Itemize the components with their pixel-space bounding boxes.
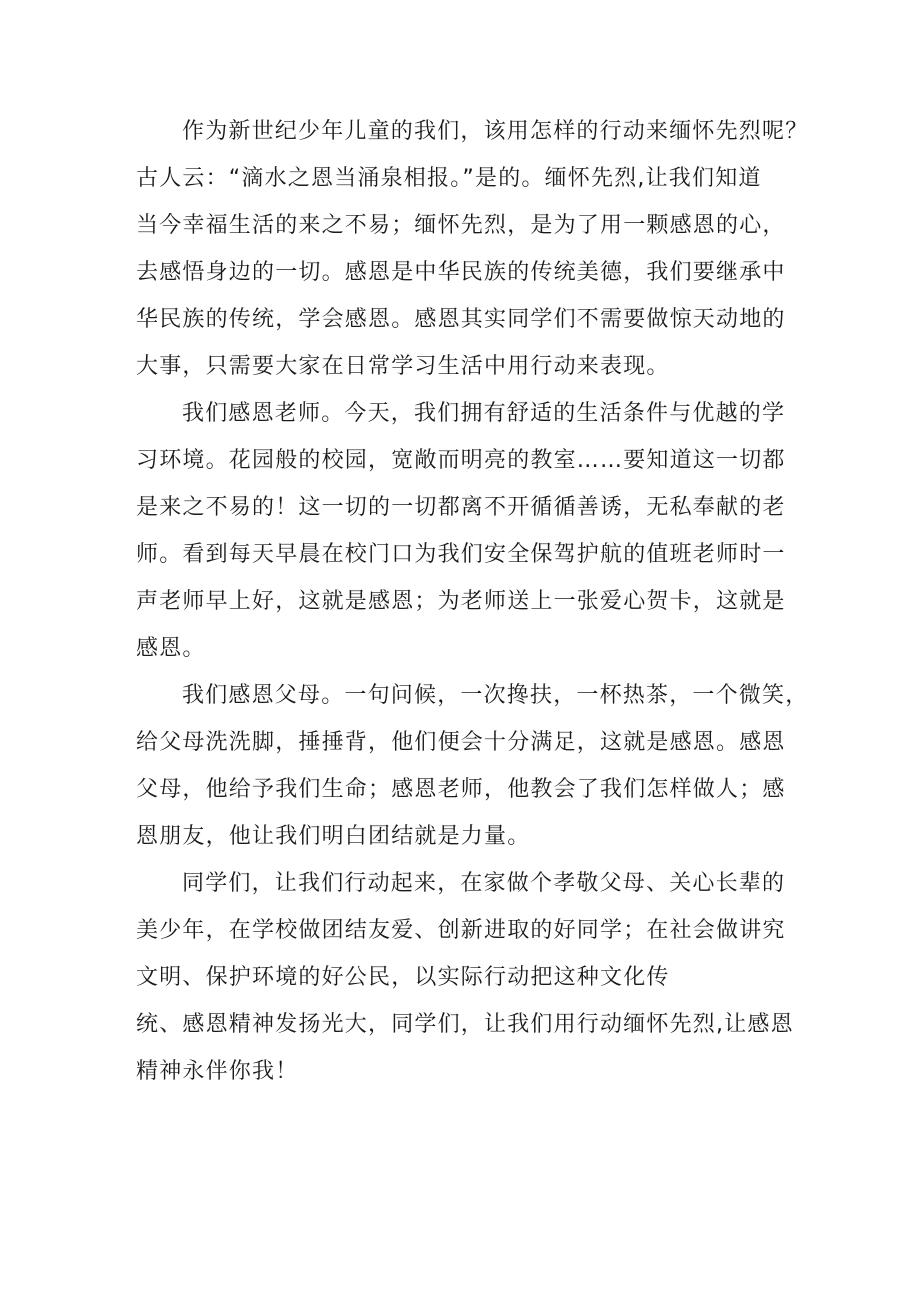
paragraph-1-line-5: 华民族的传统，学会感恩。感恩其实同学们不需要做惊天动地的 — [136, 307, 786, 332]
paragraph-2-line-1: 我们感恩老师。今天，我们拥有舒适的生活条件与优越的学 — [182, 401, 786, 426]
paragraph-1-line-3: 当今幸福生活的来之不易；缅怀先烈，是为了用一颗感恩的心， — [136, 213, 786, 238]
paragraph-4-line-5: 精神永伴你我！ — [136, 1059, 299, 1084]
paragraph-4-line-1: 同学们，让我们行动起来，在家做个孝敬父母、关心长辈的 — [182, 871, 786, 896]
paragraph-4-line-4: 统、感恩精神发扬光大，同学们，让我们用行动缅怀先烈,让感恩 — [136, 1012, 794, 1037]
paragraph-1-line-2: 古人云：“滴水之恩当涌泉相报。”是的。缅怀先烈,让我们知道 — [136, 166, 762, 191]
paragraph-2-line-3: 是来之不易的！这一切的一切都离不开循循善诱，无私奉献的老 — [136, 495, 786, 520]
paragraph-2-line-4: 师。看到每天早晨在校门口为我们安全保驾护航的值班老师时一 — [136, 542, 786, 567]
paragraph-3-line-4: 恩朋友，他让我们明白团结就是力量。 — [136, 824, 531, 849]
paragraph-2-line-2: 习环境。花园般的校园，宽敞而明亮的教室……要知道这一切都 — [136, 448, 786, 473]
paragraph-3-line-1: 我们感恩父母。一句问候，一次搀扶，一杯热茶，一个微笑， — [182, 683, 809, 708]
paragraph-1-line-1: 作为新世纪少年儿童的我们，该用怎样的行动来缅怀先烈呢？ — [182, 119, 809, 144]
paragraph-3-line-3: 父母，他给予我们生命；感恩老师，他教会了我们怎样做人；感 — [136, 777, 786, 802]
document-body — [136, 108, 809, 1095]
paragraph-1-line-4: 去感悟身边的一切。感恩是中华民族的传统美德，我们要继承中 — [136, 260, 786, 285]
paragraph-4-line-2: 美少年，在学校做团结友爱、创新进取的好同学；在社会做讲究 — [136, 918, 786, 943]
paragraph-3-line-2: 给父母洗洗脚，捶捶背，他们便会十分满足，这就是感恩。感恩 — [136, 730, 786, 755]
paragraph-1-line-6: 大事，只需要大家在日常学习生活中用行动来表现。 — [136, 354, 670, 379]
paragraph-2-line-6: 感恩。 — [136, 636, 206, 661]
paragraph-4-line-3: 文明、保护环境的好公民，以实际行动把这种文化传 — [136, 965, 670, 990]
paragraph-2-line-5: 声老师早上好，这就是感恩；为老师送上一张爱心贺卡，这就是 — [136, 589, 786, 614]
